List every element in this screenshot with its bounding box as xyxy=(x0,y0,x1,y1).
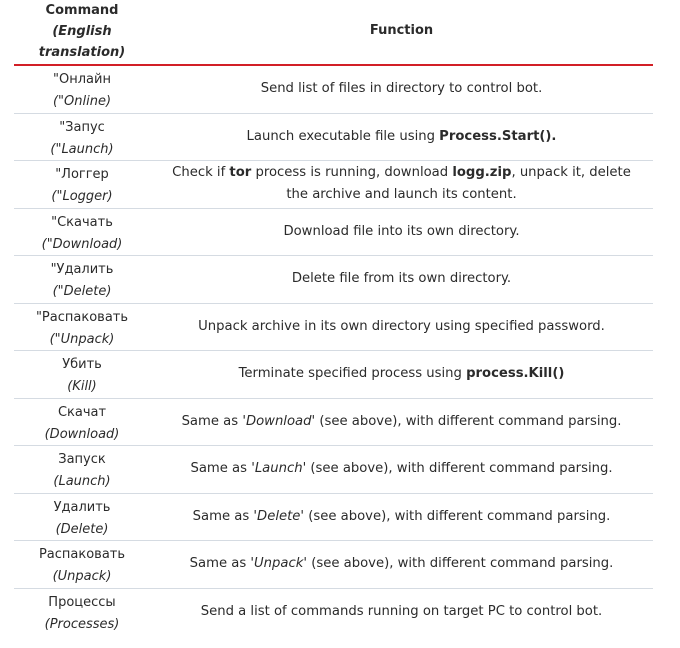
function-text xyxy=(261,78,543,100)
command-russian: Скачат xyxy=(57,404,107,420)
function-segment: tor xyxy=(229,165,252,181)
function-cell xyxy=(150,114,653,161)
function-text xyxy=(283,221,519,243)
function-segment: logg.zip xyxy=(452,165,512,181)
command-translation: ("Download) xyxy=(41,236,123,252)
command-translation: ("Launch) xyxy=(50,141,114,157)
command-translation: (Processes) xyxy=(44,616,120,632)
header-function: Function xyxy=(369,23,434,38)
command-translation: (Delete) xyxy=(55,521,109,537)
function-segment: (see above), with different command parsing. xyxy=(304,508,611,524)
function-cell xyxy=(150,399,653,446)
function-segment: process.Kill() xyxy=(466,366,565,382)
command-translation: (Unpack) xyxy=(52,569,112,584)
header-translation-line1: (English xyxy=(52,24,112,39)
function-text xyxy=(201,601,603,623)
function-cell xyxy=(150,304,653,351)
command-translation: ("Unpack) xyxy=(49,331,115,347)
function-cell xyxy=(150,66,653,113)
function-segment: Download file into its own directory. xyxy=(283,223,520,239)
function-text xyxy=(160,162,643,206)
command-russian: Запуск xyxy=(58,452,106,467)
function-segment: Same as xyxy=(192,508,254,524)
function-text xyxy=(239,363,565,385)
table-row xyxy=(14,589,653,637)
command-russian: "Запус xyxy=(59,119,105,135)
function-text xyxy=(182,411,622,433)
header-command-label: Command xyxy=(45,3,119,18)
function-cell xyxy=(150,494,653,541)
function-segment: Send a list of commands running on target PC to control bot. xyxy=(200,604,603,620)
command-cell xyxy=(14,354,150,398)
command-cell xyxy=(14,212,150,256)
command-russian: "Распаковать xyxy=(35,309,129,325)
table-row xyxy=(14,399,653,447)
function-segment: (see above), with different command parsing. xyxy=(315,413,622,429)
table-row xyxy=(14,161,653,209)
command-cell xyxy=(14,69,150,113)
table-body xyxy=(14,66,653,636)
commands-table xyxy=(14,0,653,636)
command-russian: Удалить xyxy=(53,499,111,515)
function-segment: Send list of files in directory to control bot. xyxy=(260,81,543,97)
function-segment: Launch executable file using xyxy=(246,128,440,144)
header-command xyxy=(14,0,150,63)
command-cell xyxy=(14,592,150,636)
function-cell xyxy=(150,541,653,588)
function-segment: (see above), with different command parsing. xyxy=(307,556,614,572)
function-cell xyxy=(150,161,653,208)
command-russian: "Удалить xyxy=(50,262,114,277)
function-text xyxy=(198,316,605,338)
command-russian: "Логгер xyxy=(55,167,109,182)
function-segment: (see above), with different command parsing. xyxy=(306,461,613,477)
function-segment: Same as xyxy=(181,413,243,429)
table-row xyxy=(14,114,653,162)
command-russian: Распаковать xyxy=(38,547,126,562)
function-text xyxy=(292,268,511,290)
function-segment: Same as xyxy=(189,556,251,572)
table-row xyxy=(14,256,653,304)
function-segment: Delete file from its own directory. xyxy=(291,271,512,287)
table-row xyxy=(14,351,653,399)
command-cell xyxy=(14,497,150,541)
function-segment: Terminate specified process using xyxy=(238,366,467,382)
command-cell xyxy=(14,307,150,351)
command-translation: (Launch) xyxy=(53,474,111,489)
table-row xyxy=(14,541,653,589)
command-cell xyxy=(14,164,150,208)
function-text xyxy=(190,458,612,480)
command-russian: Процессы xyxy=(48,594,116,610)
function-segment: Check if xyxy=(172,165,230,181)
table-row xyxy=(14,209,653,257)
header-translation-line2: translation) xyxy=(38,45,126,60)
table-row xyxy=(14,446,653,494)
function-segment: 'Delete' xyxy=(253,508,305,524)
command-russian: Убить xyxy=(62,357,102,372)
table-row xyxy=(14,304,653,352)
function-segment: , unpack it, delete the archive and launch its content. xyxy=(286,165,631,203)
command-translation: (Kill) xyxy=(67,379,97,394)
table-row xyxy=(14,494,653,542)
function-segment: 'Unpack' xyxy=(250,556,308,572)
function-text xyxy=(193,506,611,528)
function-cell xyxy=(150,209,653,256)
function-segment: Unpack archive in its own directory using specified password. xyxy=(198,318,605,334)
command-cell xyxy=(14,402,150,446)
command-cell xyxy=(14,117,150,161)
table-row xyxy=(14,66,653,114)
command-cell xyxy=(14,259,150,303)
function-segment: 'Launch' xyxy=(251,461,307,477)
function-text xyxy=(190,553,614,575)
command-translation: (Download) xyxy=(44,426,120,442)
command-russian: "Онлайн xyxy=(53,72,111,87)
function-segment: process is running, download xyxy=(251,165,453,181)
function-segment: 'Download' xyxy=(242,413,316,429)
function-cell xyxy=(150,351,653,398)
command-translation: ("Online) xyxy=(52,94,112,109)
command-russian: "Скачать xyxy=(51,214,113,230)
function-text xyxy=(247,126,557,148)
function-segment: Same as xyxy=(190,461,252,477)
command-cell xyxy=(14,544,150,588)
function-cell xyxy=(150,589,653,637)
command-cell xyxy=(14,449,150,493)
command-translation: ("Logger) xyxy=(51,189,113,204)
function-segment: Process.Start(). xyxy=(439,128,557,144)
function-cell xyxy=(150,446,653,493)
function-cell xyxy=(150,256,653,303)
table-header xyxy=(14,0,653,66)
command-translation: ("Delete) xyxy=(52,284,112,299)
